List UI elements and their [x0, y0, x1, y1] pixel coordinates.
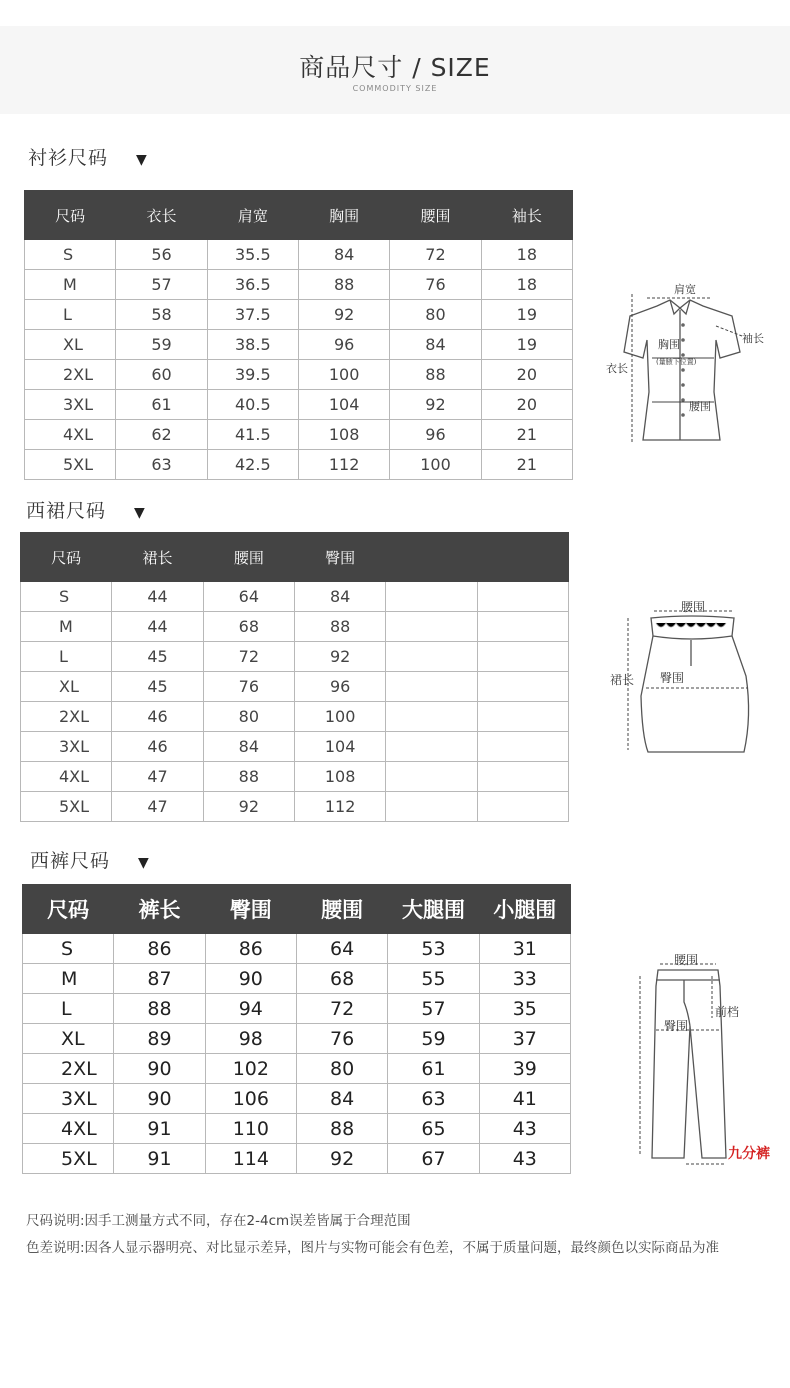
measure-cell: 84: [294, 582, 385, 612]
table-row: [21, 642, 569, 672]
pants-title-text: 西裤尺码: [30, 850, 111, 872]
table-row: [21, 792, 569, 822]
measure-cell: 42.5: [207, 450, 298, 480]
measure-cell: 84: [203, 732, 294, 762]
measure-cell: 87: [114, 964, 205, 994]
measure-cell: 96: [298, 330, 389, 360]
measure-cell: 102: [205, 1054, 296, 1084]
measure-cell: 57: [388, 994, 479, 1024]
measure-cell: 100: [294, 702, 385, 732]
measure-cell: 80: [203, 702, 294, 732]
measure-cell: 35.5: [207, 240, 298, 270]
size-cell: 4XL: [25, 420, 116, 450]
shirt-shoulder-label: 肩宽: [674, 283, 696, 296]
measure-cell: 114: [205, 1144, 296, 1174]
measure-cell: 67: [388, 1144, 479, 1174]
measure-cell: 53: [388, 934, 479, 964]
measure-cell: 58: [116, 300, 207, 330]
column-header: 尺码: [23, 885, 114, 934]
table-row: [25, 420, 573, 450]
table-row: [21, 762, 569, 792]
size-cell: 4XL: [23, 1114, 114, 1144]
column-header: 衣长: [116, 191, 207, 240]
measure-cell: 39: [479, 1054, 570, 1084]
measure-cell: [386, 612, 477, 642]
measure-cell: 57: [116, 270, 207, 300]
size-cell: 5XL: [21, 792, 112, 822]
table-row: [23, 1024, 571, 1054]
measure-cell: 96: [390, 420, 481, 450]
measure-cell: [477, 732, 568, 762]
table-row: [25, 450, 573, 480]
shirt-length-label: 衣长: [606, 362, 628, 375]
measure-cell: 21: [481, 450, 572, 480]
size-cell: L: [23, 994, 114, 1024]
skirt-length-label: 裙长: [610, 673, 635, 687]
table-row: [21, 732, 569, 762]
skirt-size-table: [20, 532, 569, 822]
measure-cell: [386, 642, 477, 672]
measure-cell: 46: [112, 732, 203, 762]
measure-cell: 76: [296, 1024, 387, 1054]
measure-cell: 80: [390, 300, 481, 330]
measure-cell: 35: [479, 994, 570, 1024]
measure-cell: 110: [205, 1114, 296, 1144]
measure-cell: 92: [203, 792, 294, 822]
size-cell: L: [21, 642, 112, 672]
size-cell: M: [23, 964, 114, 994]
measure-cell: 47: [112, 792, 203, 822]
measure-cell: 20: [481, 360, 572, 390]
measure-cell: 92: [390, 390, 481, 420]
size-cell: S: [21, 582, 112, 612]
table-row: [25, 390, 573, 420]
measure-cell: 89: [114, 1024, 205, 1054]
measure-cell: 44: [112, 582, 203, 612]
size-cell: 5XL: [25, 450, 116, 480]
measure-cell: 47: [112, 762, 203, 792]
measure-cell: 91: [114, 1114, 205, 1144]
measure-cell: 88: [296, 1114, 387, 1144]
measure-cell: [386, 582, 477, 612]
measure-cell: [386, 702, 477, 732]
column-header: 臀围: [294, 533, 385, 582]
column-header: 大腿围: [388, 885, 479, 934]
size-cell: XL: [23, 1024, 114, 1054]
size-cell: 2XL: [25, 360, 116, 390]
measure-cell: 90: [114, 1084, 205, 1114]
measure-cell: 59: [116, 330, 207, 360]
column-header: 臀围: [205, 885, 296, 934]
shirt-title-text: 衬衫尺码: [28, 147, 109, 169]
column-header: 袖长: [481, 191, 572, 240]
measure-cell: 36.5: [207, 270, 298, 300]
measure-cell: [477, 792, 568, 822]
size-cell: 2XL: [21, 702, 112, 732]
measure-cell: 84: [296, 1084, 387, 1114]
column-header: 尺码: [21, 533, 112, 582]
measure-cell: [386, 792, 477, 822]
shirt-diagram: [602, 280, 790, 450]
size-cell: 5XL: [23, 1144, 114, 1174]
measure-cell: 68: [203, 612, 294, 642]
column-header: 小腿围: [479, 885, 570, 934]
measure-cell: 41: [479, 1084, 570, 1114]
measure-cell: [477, 582, 568, 612]
size-cell: S: [25, 240, 116, 270]
measure-cell: 43: [479, 1144, 570, 1174]
skirt-title-text: 西裙尺码: [26, 500, 107, 522]
size-cell: S: [23, 934, 114, 964]
measure-cell: 62: [116, 420, 207, 450]
measure-cell: 92: [298, 300, 389, 330]
skirt-diagram: [606, 596, 756, 761]
measure-cell: 44: [112, 612, 203, 642]
measure-cell: 38.5: [207, 330, 298, 360]
measure-cell: 63: [388, 1084, 479, 1114]
measure-cell: 104: [294, 732, 385, 762]
measure-cell: 92: [296, 1144, 387, 1174]
pants-diagram: [628, 946, 788, 1172]
measure-cell: 88: [294, 612, 385, 642]
measure-cell: 84: [390, 330, 481, 360]
column-header: 腰围: [296, 885, 387, 934]
column-header: [477, 533, 568, 582]
measure-cell: [386, 672, 477, 702]
measure-cell: 86: [205, 934, 296, 964]
table-row: [23, 994, 571, 1024]
shirt-chest-note: (量腋下位置): [656, 358, 697, 366]
measure-cell: 91: [114, 1144, 205, 1174]
column-header: 裙长: [112, 533, 203, 582]
table-header-row: [25, 191, 573, 240]
measure-cell: 31: [479, 934, 570, 964]
measure-cell: 72: [390, 240, 481, 270]
shirt-chest-label: 胸围: [658, 338, 680, 351]
triangle-down-icon: ▼: [136, 152, 148, 168]
measure-cell: 90: [205, 964, 296, 994]
skirt-waist-label: 腰围: [681, 600, 706, 614]
measure-cell: 56: [116, 240, 207, 270]
measure-cell: 46: [112, 702, 203, 732]
size-cell: M: [21, 612, 112, 642]
pants-hip-label: 臀围: [664, 1019, 689, 1033]
pants-waist-label: 腰围: [674, 953, 699, 967]
measure-cell: 61: [116, 390, 207, 420]
table-header-row: [21, 533, 569, 582]
measure-cell: 100: [298, 360, 389, 390]
measure-cell: 39.5: [207, 360, 298, 390]
measure-cell: 65: [388, 1114, 479, 1144]
table-row: [23, 1084, 571, 1114]
table-row: [23, 1054, 571, 1084]
column-header: 尺码: [25, 191, 116, 240]
measure-cell: 88: [390, 360, 481, 390]
measure-cell: 18: [481, 240, 572, 270]
measure-cell: 108: [294, 762, 385, 792]
measure-cell: [477, 612, 568, 642]
size-cell: 3XL: [23, 1084, 114, 1114]
measure-cell: [386, 762, 477, 792]
measure-cell: 19: [481, 330, 572, 360]
size-cell: 4XL: [21, 762, 112, 792]
measure-cell: 59: [388, 1024, 479, 1054]
measure-cell: 43: [479, 1114, 570, 1144]
measure-cell: 94: [205, 994, 296, 1024]
page-header: [0, 26, 790, 114]
table-row: [25, 270, 573, 300]
measure-cell: 88: [203, 762, 294, 792]
measure-cell: 37: [479, 1024, 570, 1054]
measure-cell: 86: [114, 934, 205, 964]
table-row: [25, 360, 573, 390]
size-cell: M: [25, 270, 116, 300]
shirt-section-title: [28, 143, 148, 170]
measure-cell: 100: [390, 450, 481, 480]
measure-cell: [477, 672, 568, 702]
measure-cell: 41.5: [207, 420, 298, 450]
measure-cell: 88: [114, 994, 205, 1024]
measure-cell: 96: [294, 672, 385, 702]
measure-cell: 112: [298, 450, 389, 480]
measure-cell: 45: [112, 672, 203, 702]
skirt-hip-label: 臀围: [660, 671, 685, 685]
measure-cell: 18: [481, 270, 572, 300]
measure-cell: 20: [481, 390, 572, 420]
measure-cell: 76: [390, 270, 481, 300]
measure-cell: 88: [298, 270, 389, 300]
table-row: [23, 964, 571, 994]
measure-cell: 60: [116, 360, 207, 390]
table-row: [25, 240, 573, 270]
column-header: 腰围: [390, 191, 481, 240]
measure-cell: [477, 642, 568, 672]
measure-cell: 55: [388, 964, 479, 994]
size-cell: L: [25, 300, 116, 330]
table-row: [25, 330, 573, 360]
table-row: [21, 672, 569, 702]
size-cell: 3XL: [21, 732, 112, 762]
shirt-sleeve-label: 袖长: [742, 332, 764, 345]
measure-cell: [477, 762, 568, 792]
measure-cell: 92: [294, 642, 385, 672]
skirt-section-title: [26, 496, 146, 523]
size-cell: XL: [25, 330, 116, 360]
size-note: 尺码说明:因手工测量方式不同，存在2-4cm误差皆属于合理范围: [26, 1213, 411, 1229]
table-row: [21, 702, 569, 732]
measure-cell: [477, 702, 568, 732]
measure-cell: 64: [203, 582, 294, 612]
measure-cell: 90: [114, 1054, 205, 1084]
table-row: [21, 582, 569, 612]
size-cell: 2XL: [23, 1054, 114, 1084]
shirt-waist-label: 腰围: [689, 400, 711, 413]
measure-cell: 80: [296, 1054, 387, 1084]
measure-cell: 61: [388, 1054, 479, 1084]
color-note: 色差说明:因各人显示器明亮、对比显示差异，图片与实物可能会有色差，不属于质量问题，最终颜色以实际商品为准: [26, 1240, 720, 1256]
measure-cell: 64: [296, 934, 387, 964]
table-row: [21, 612, 569, 642]
column-header: [386, 533, 477, 582]
column-header: 腰围: [203, 533, 294, 582]
measure-cell: 45: [112, 642, 203, 672]
measure-cell: 76: [203, 672, 294, 702]
measure-cell: 63: [116, 450, 207, 480]
measure-cell: 104: [298, 390, 389, 420]
measure-cell: 106: [205, 1084, 296, 1114]
table-row: [25, 300, 573, 330]
pants-rise-label: 前档: [715, 1005, 740, 1019]
table-row: [23, 1114, 571, 1144]
measure-cell: 98: [205, 1024, 296, 1054]
measure-cell: 33: [479, 964, 570, 994]
page-title: 商品尺寸 / SIZE: [299, 53, 491, 82]
table-row: [23, 1144, 571, 1174]
measure-cell: 72: [203, 642, 294, 672]
page-subtitle: COMMODITY SIZE: [352, 84, 438, 93]
column-header: 胸围: [298, 191, 389, 240]
measure-cell: 112: [294, 792, 385, 822]
triangle-down-icon: ▼: [138, 855, 150, 871]
measure-cell: 84: [298, 240, 389, 270]
measure-cell: [386, 732, 477, 762]
pants-style-label: 九分裤: [728, 1146, 770, 1162]
pants-section-title: [30, 846, 150, 873]
triangle-down-icon: ▼: [134, 505, 146, 521]
measure-cell: 72: [296, 994, 387, 1024]
shirt-size-table: [24, 190, 573, 480]
measure-cell: 68: [296, 964, 387, 994]
pants-size-table: [22, 884, 571, 1174]
measure-cell: 37.5: [207, 300, 298, 330]
measure-cell: 21: [481, 420, 572, 450]
table-header-row: [23, 885, 571, 934]
size-cell: XL: [21, 672, 112, 702]
measure-cell: 40.5: [207, 390, 298, 420]
column-header: 裤长: [114, 885, 205, 934]
table-row: [23, 934, 571, 964]
measure-cell: 19: [481, 300, 572, 330]
column-header: 肩宽: [207, 191, 298, 240]
measure-cell: 108: [298, 420, 389, 450]
size-cell: 3XL: [25, 390, 116, 420]
